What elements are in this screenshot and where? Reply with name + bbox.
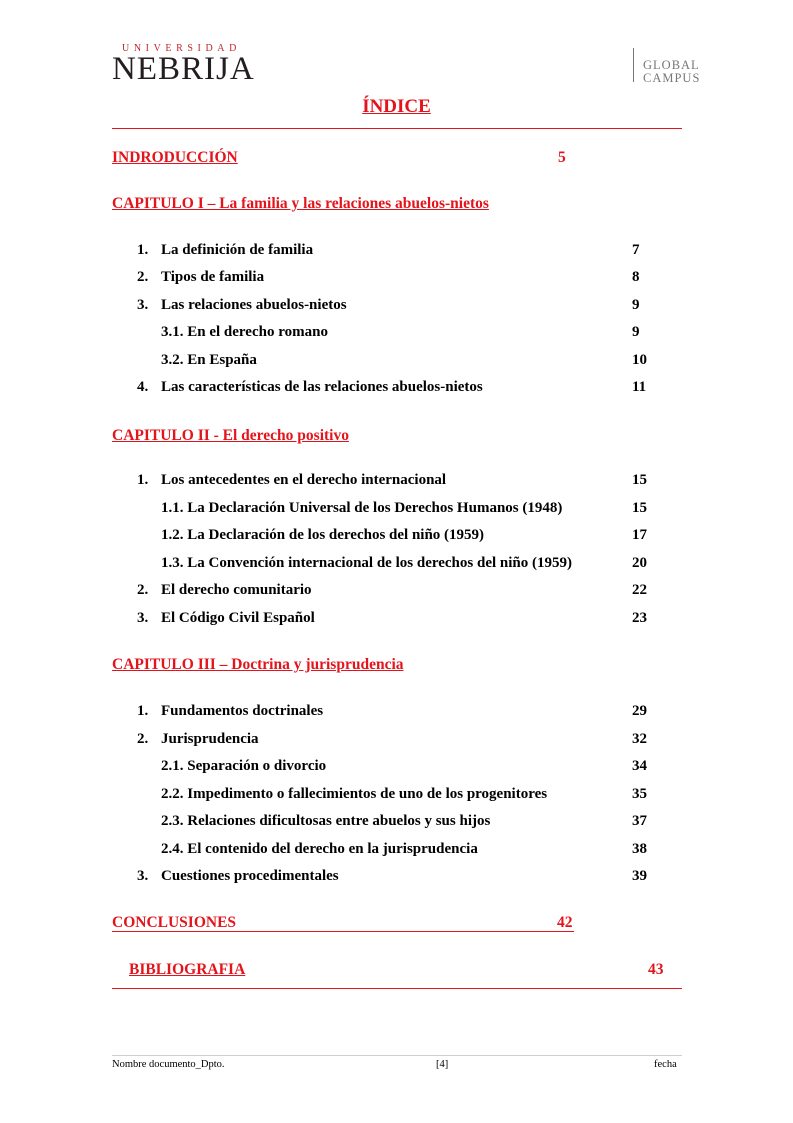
toc-entry-number: 2. xyxy=(137,582,149,598)
toc-entry-text: Tipos de familia xyxy=(161,269,265,285)
toc-entry-number: 4. xyxy=(137,379,149,395)
logo-university-label: UNIVERSIDAD xyxy=(122,43,241,54)
toc-entry-text: Fundamentos doctrinales xyxy=(161,703,324,719)
toc-intro-link[interactable]: INDRODUCCIÓN xyxy=(112,149,238,166)
toc-entry-page: 37 xyxy=(632,813,647,829)
campus-label-1: GLOBAL xyxy=(643,58,700,72)
toc-entry-page: 34 xyxy=(632,758,647,774)
toc-entry-text: 3.1. En el derecho romano xyxy=(161,324,328,340)
toc-bibliography-link[interactable]: BIBLIOGRAFIA xyxy=(129,961,246,978)
toc-entry-page: 10 xyxy=(632,352,647,368)
campus-label-2: CAMPUS xyxy=(643,71,701,85)
toc-entry-number: 1. xyxy=(137,242,149,258)
toc-entry-number: 1. xyxy=(137,472,149,488)
toc-entry-number: 3. xyxy=(137,610,149,626)
bottom-rule xyxy=(112,988,682,989)
toc-entry-text: La definición de familia xyxy=(161,242,314,258)
toc-entry-text: Jurisprudencia xyxy=(161,731,259,747)
toc-entry-page: 35 xyxy=(632,786,647,802)
toc-entry-number: 2. xyxy=(137,731,149,747)
toc-entry-text: 1.1. La Declaración Universal de los Derechos Humanos (1948) xyxy=(161,500,563,516)
toc-entry-page: 15 xyxy=(632,500,647,516)
page-title: ÍNDICE xyxy=(362,96,431,117)
toc-entry-text: Las relaciones abuelos-nietos xyxy=(161,297,347,313)
logo-nebrija: NEBRIJA xyxy=(112,51,255,87)
toc-entry-page: 11 xyxy=(632,379,647,395)
toc-entry-page: 17 xyxy=(632,527,647,543)
toc-entry-text: 2.3. Relaciones dificultosas entre abuelos y sus hijos xyxy=(161,813,491,829)
toc-entry-page: 32 xyxy=(632,731,647,747)
toc-entry-page: 15 xyxy=(632,472,647,488)
toc-entry-page: 38 xyxy=(632,841,647,857)
toc-entry-text: El Código Civil Español xyxy=(161,610,315,626)
toc-conclusions-link[interactable] xyxy=(112,914,574,932)
toc-entry-page: 29 xyxy=(632,703,647,719)
title-rule xyxy=(112,128,682,129)
footer-date: fecha xyxy=(654,1059,677,1070)
toc-entry-page: 7 xyxy=(632,242,640,258)
toc-entry-page: 39 xyxy=(632,868,647,884)
toc-entry-page: 9 xyxy=(632,297,640,313)
toc-intro-page: 5 xyxy=(558,149,566,166)
toc-chapter-3-link[interactable]: CAPITULO III – Doctrina y jurisprudencia xyxy=(112,656,404,673)
toc-entry-page: 23 xyxy=(632,610,647,626)
toc-entry-text: 2.4. El contenido del derecho en la jurisprudencia xyxy=(161,841,478,857)
toc-entry-text: 3.2. En España xyxy=(161,352,257,368)
toc-entry-number: 3. xyxy=(137,868,149,884)
toc-entry-page: 20 xyxy=(632,555,647,571)
toc-bibliography-page: 43 xyxy=(648,961,664,978)
logo-divider xyxy=(633,48,634,82)
footer-rule xyxy=(112,1055,682,1056)
toc-entry-text: El derecho comunitario xyxy=(161,582,312,598)
toc-entry-text: 2.2. Impedimento o fallecimientos de uno de los progenitores xyxy=(161,786,548,802)
footer-document-name: Nombre documento_Dpto. xyxy=(112,1059,225,1070)
toc-entry-page: 8 xyxy=(632,269,640,285)
toc-entry-text: Los antecedentes en el derecho internacional xyxy=(161,472,447,488)
toc-entry-text: 1.3. La Convención internacional de los derechos del niño (1959) xyxy=(161,555,572,571)
toc-conclusions-page: 42 xyxy=(557,914,573,931)
toc-entry-page: 9 xyxy=(632,324,640,340)
toc-entry-number: 3. xyxy=(137,297,149,313)
toc-entry-text: Cuestiones procedimentales xyxy=(161,868,339,884)
footer-page-number: [4] xyxy=(436,1059,449,1070)
toc-entry-number: 2. xyxy=(137,269,149,285)
toc-entry-number: 1. xyxy=(137,703,149,719)
toc-entry-text: Las características de las relaciones abuelos-nietos xyxy=(161,379,483,395)
toc-chapter-2-link[interactable]: CAPITULO II - El derecho positivo xyxy=(112,427,349,444)
toc-conclusions-label: CONCLUSIONES xyxy=(112,914,237,931)
toc-entry-text: 1.2. La Declaración de los derechos del niño (1959) xyxy=(161,527,485,543)
toc-chapter-1-link[interactable]: CAPITULO I – La familia y las relaciones abuelos-nietos xyxy=(112,195,489,212)
toc-entry-text: 2.1. Separación o divorcio xyxy=(161,758,327,774)
toc-entry-page: 22 xyxy=(632,582,647,598)
